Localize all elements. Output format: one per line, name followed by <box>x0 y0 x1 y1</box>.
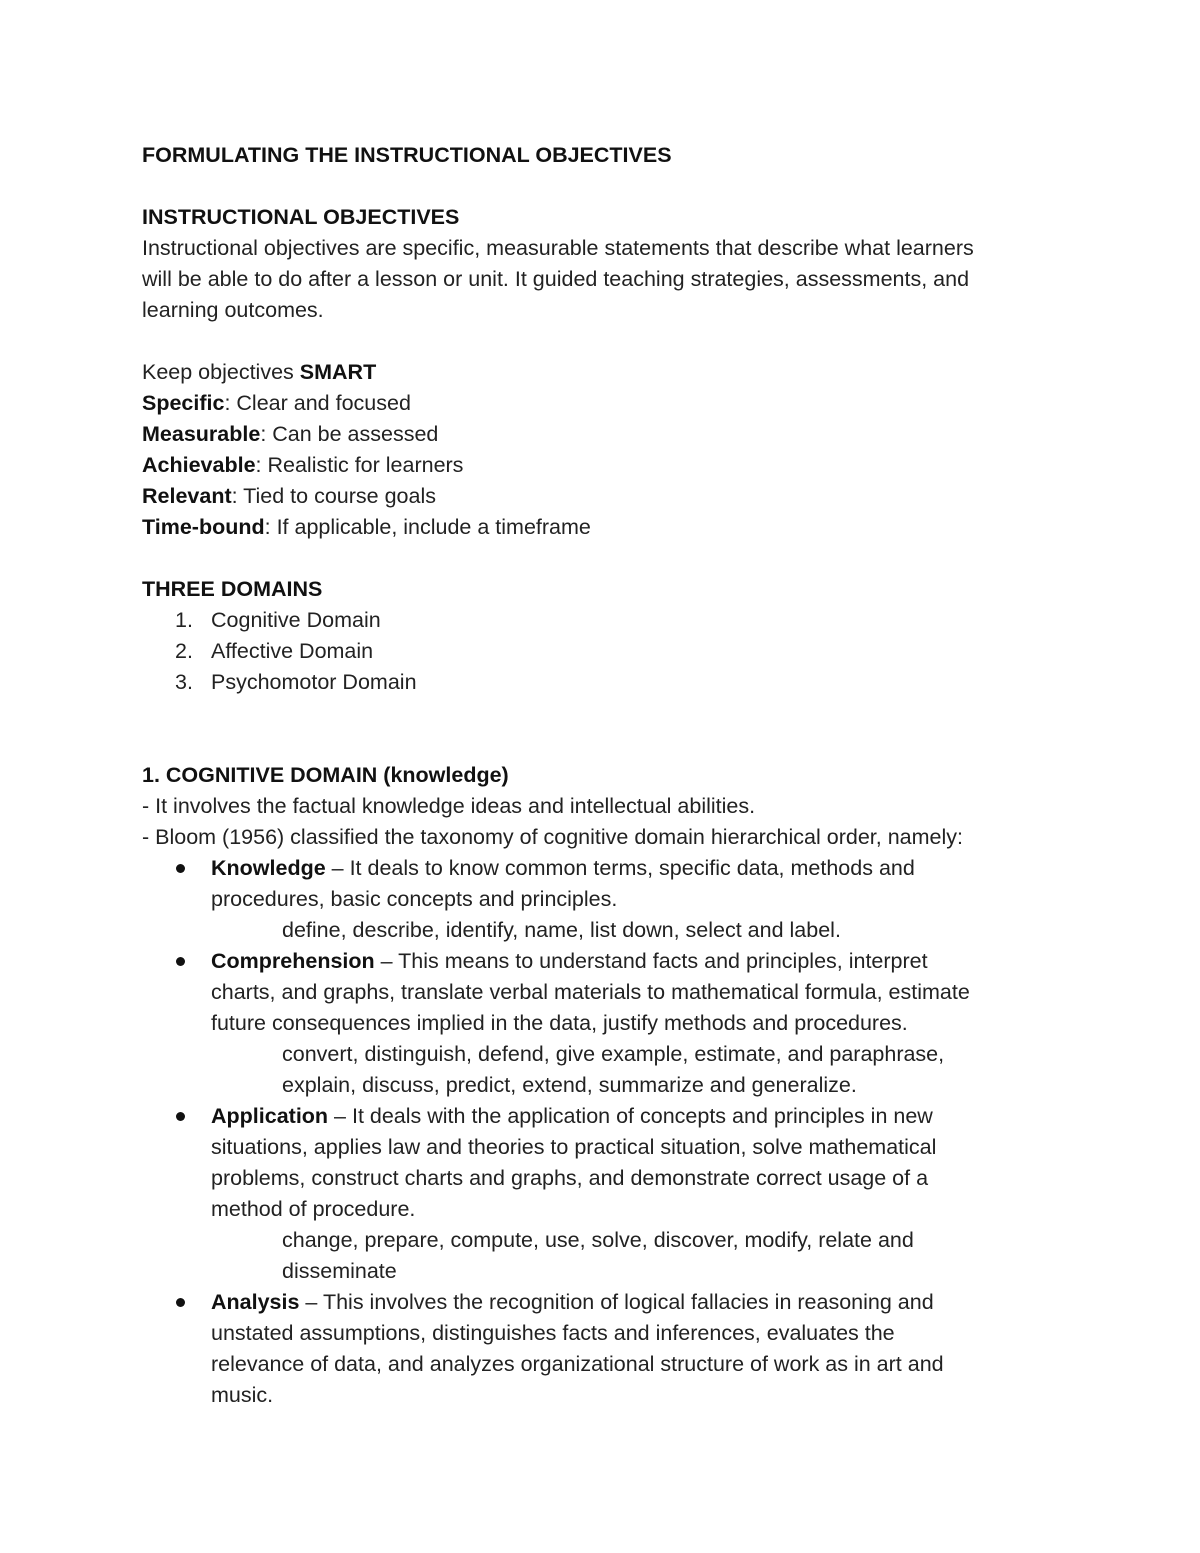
smart-term: Relevant <box>142 484 232 508</box>
taxonomy-item-application <box>142 1101 1062 1287</box>
taxonomy-desc: future consequences implied in the data, justify methods and procedures. <box>211 1011 908 1035</box>
taxonomy-desc: unstated assumptions, distinguishes facts and inferences, evaluates the <box>211 1321 895 1345</box>
smart-acronym: SMART <box>299 360 377 384</box>
document-title: FORMULATING THE INSTRUCTIONAL OBJECTIVES <box>142 143 672 167</box>
list-item <box>142 636 1062 667</box>
smart-item-specific <box>142 388 1062 419</box>
taxonomy-desc: – This involves the recognition of logical fallacies in reasoning and <box>299 1290 934 1314</box>
taxonomy-term: Comprehension <box>211 949 375 973</box>
paragraph-line: learning outcomes. <box>142 298 324 322</box>
smart-term: Time-bound <box>142 515 265 539</box>
smart-intro <box>142 357 1062 388</box>
taxonomy-verbs: convert, distinguish, defend, give example, estimate, and paraphrase, <box>282 1042 945 1066</box>
taxonomy-item-comprehension <box>142 946 1062 1101</box>
taxonomy-item-analysis <box>142 1287 1062 1411</box>
taxonomy-desc: – It deals with the application of concepts and principles in new <box>328 1104 933 1128</box>
paragraph-line: will be able to do after a lesson or unit. It guided teaching strategies, assessments, and <box>142 267 970 291</box>
list-item-label: Affective Domain <box>211 639 374 663</box>
smart-item-achievable <box>142 450 1062 481</box>
list-item <box>142 667 1062 698</box>
taxonomy-desc: – It deals to know common terms, specific data, methods and <box>325 856 915 880</box>
list-item-label: Psychomotor Domain <box>211 670 417 694</box>
taxonomy-verbs: explain, discuss, predict, extend, summarize and generalize. <box>282 1073 857 1097</box>
smart-desc: : Clear and focused <box>224 391 411 415</box>
smart-item-time-bound <box>142 512 1062 543</box>
list-number: 3. <box>175 670 193 694</box>
smart-item-relevant <box>142 481 1062 512</box>
three-domains-heading: THREE DOMAINS <box>142 577 323 601</box>
taxonomy-desc: charts, and graphs, translate verbal materials to mathematical formula, estimate <box>211 980 970 1004</box>
taxonomy-desc: procedures, basic concepts and principles. <box>211 887 618 911</box>
cognitive-intro-line: - Bloom (1956) classified the taxonomy of cognitive domain hierarchical order, namely: <box>142 825 963 849</box>
taxonomy-term: Knowledge <box>211 856 326 880</box>
smart-intro-text: Keep objectives <box>142 360 300 384</box>
taxonomy-desc: music. <box>211 1383 274 1407</box>
list-number: 1. <box>175 608 193 632</box>
smart-item-measurable <box>142 419 1062 450</box>
document-body <box>142 140 1062 1411</box>
cognitive-intro-line: - It involves the factual knowledge ideas and intellectual abilities. <box>142 794 756 818</box>
taxonomy-desc: – This means to understand facts and principles, interpret <box>374 949 928 973</box>
smart-desc: : Can be assessed <box>260 422 439 446</box>
taxonomy-verbs: change, prepare, compute, use, solve, discover, modify, relate and <box>282 1228 914 1252</box>
taxonomy-list <box>142 853 1062 1411</box>
smart-term: Specific <box>142 391 225 415</box>
smart-desc: : If applicable, include a timeframe <box>264 515 591 539</box>
bullet-icon <box>176 864 185 873</box>
taxonomy-desc: relevance of data, and analyzes organizational structure of work as in art and <box>211 1352 944 1376</box>
smart-desc: : Realistic for learners <box>255 453 464 477</box>
taxonomy-desc: problems, construct charts and graphs, and demonstrate correct usage of a <box>211 1166 929 1190</box>
list-item <box>142 605 1062 636</box>
taxonomy-item-knowledge <box>142 853 1062 946</box>
smart-desc: : Tied to course goals <box>231 484 436 508</box>
taxonomy-verbs: define, describe, identify, name, list down, select and label. <box>282 918 841 942</box>
list-item-label: Cognitive Domain <box>211 608 381 632</box>
smart-term: Measurable <box>142 422 261 446</box>
instructional-objectives-heading: INSTRUCTIONAL OBJECTIVES <box>142 205 460 229</box>
taxonomy-verbs: disseminate <box>282 1259 397 1283</box>
cognitive-domain-heading: 1. COGNITIVE DOMAIN (knowledge) <box>142 763 509 787</box>
domains-list <box>142 605 1062 698</box>
bullet-icon <box>176 1112 185 1121</box>
list-number: 2. <box>175 639 193 663</box>
taxonomy-term: Application <box>211 1104 329 1128</box>
paragraph-line: Instructional objectives are specific, measurable statements that describe what learners <box>142 236 974 260</box>
taxonomy-desc: method of procedure. <box>211 1197 416 1221</box>
smart-term: Achievable <box>142 453 256 477</box>
taxonomy-desc: situations, applies law and theories to practical situation, solve mathematical <box>211 1135 937 1159</box>
bullet-icon <box>176 957 185 966</box>
taxonomy-term: Analysis <box>211 1290 300 1314</box>
bullet-icon <box>176 1298 185 1307</box>
